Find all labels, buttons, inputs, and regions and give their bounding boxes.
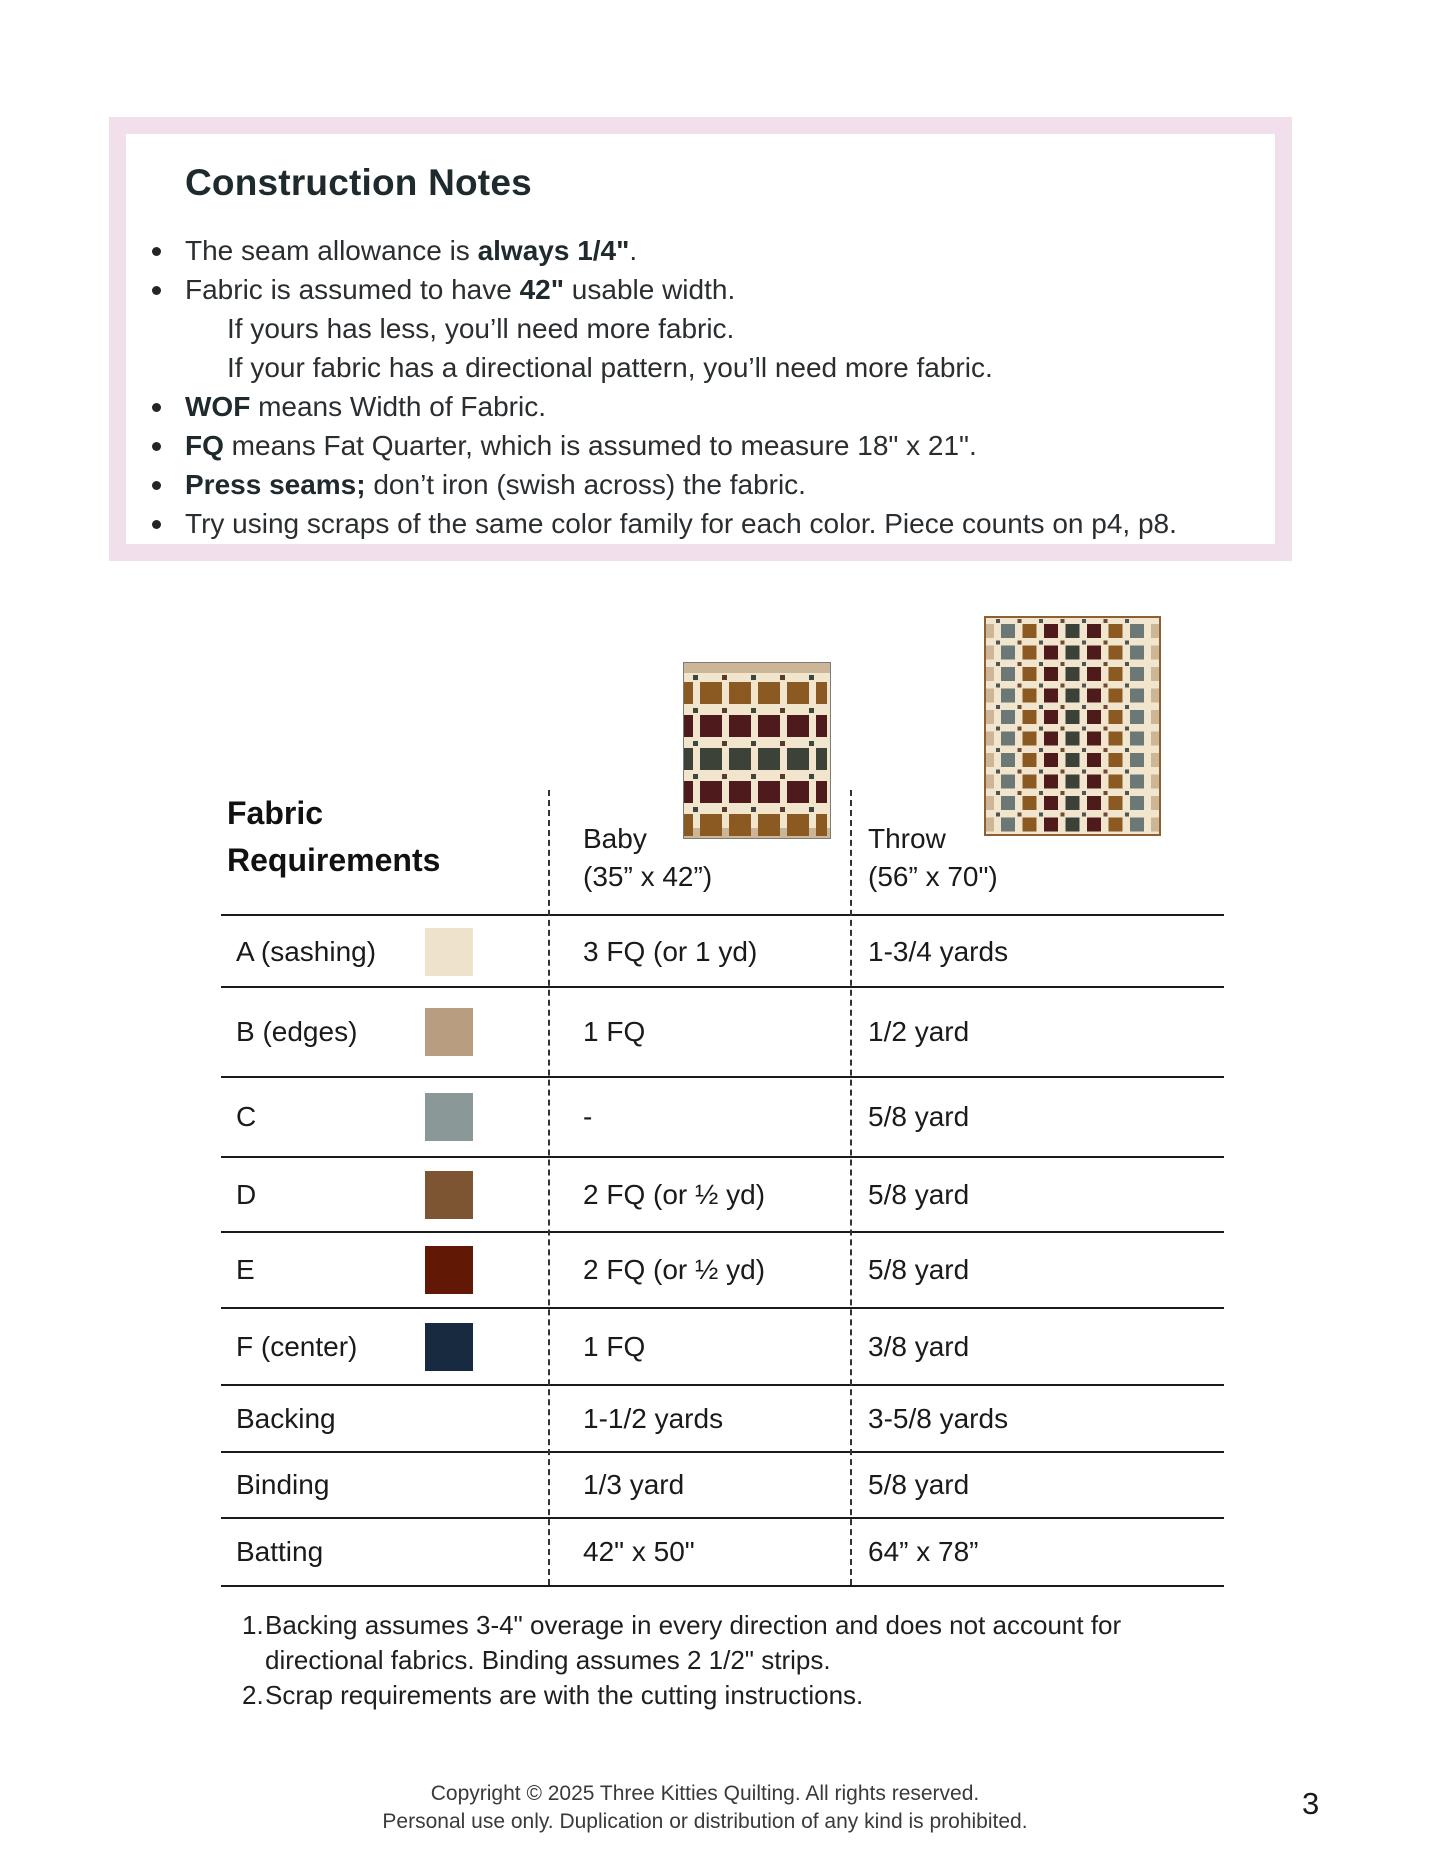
throw-label: Throw	[868, 823, 946, 854]
table-row	[221, 1233, 1224, 1309]
throw-amount: 3-5/8 yards	[868, 1402, 1009, 1434]
note-item	[152, 270, 1177, 309]
table-row	[221, 918, 1224, 988]
table-title	[227, 790, 440, 884]
note-item	[152, 504, 1177, 543]
throw-amount: 5/8 yard	[868, 1178, 970, 1210]
table-row	[221, 1078, 1224, 1158]
column-header-baby	[583, 820, 712, 896]
throw-size: (56” x 70")	[868, 861, 998, 892]
construction-notes-title: Construction Notes	[185, 162, 532, 203]
baby-amount: 3 FQ (or 1 yd)	[583, 936, 758, 967]
note-text: If your fabric has a directional pattern, you’ll need more fabric.	[227, 352, 993, 383]
table-row	[221, 988, 1224, 1078]
note-emphasis: WOF	[185, 391, 251, 422]
copyright-line: Copyright © 2025 Three Kitties Quilting. All rights reserved.	[430, 1782, 980, 1805]
note-emphasis: 42"	[519, 274, 565, 305]
bullet-icon	[152, 442, 161, 451]
note-item	[152, 426, 1177, 465]
bullet-icon	[152, 403, 161, 412]
fabric-name: A (sashing)	[236, 936, 377, 967]
footnote-text: Scrap requirements are with the cutting instructions.	[265, 1680, 864, 1710]
fabric-name: Backing	[236, 1402, 336, 1434]
fabric-name: E	[236, 1254, 255, 1285]
bullet-icon	[152, 481, 161, 490]
table-title-line2: Requirements	[227, 842, 441, 878]
note-text: means Width of Fabric.	[250, 391, 546, 422]
color-swatch	[425, 1093, 473, 1141]
throw-amount: 64” x 78”	[868, 1536, 979, 1567]
baby-label: Baby	[583, 823, 647, 854]
footnote	[242, 1608, 1142, 1678]
fabric-name: Batting	[236, 1536, 324, 1567]
bullet-icon	[152, 286, 161, 295]
footnotes-list	[242, 1608, 1142, 1713]
table-row	[221, 1453, 1224, 1519]
note-item	[152, 387, 1177, 426]
note-emphasis: FQ	[185, 430, 224, 461]
note-text: The seam allowance is	[185, 235, 478, 266]
throw-amount: 5/8 yard	[868, 1101, 970, 1132]
construction-notes-list	[152, 231, 1177, 543]
fabric-name: B (edges)	[236, 1016, 358, 1047]
construction-notes-box	[109, 117, 1292, 561]
footnote-number: 2.	[242, 1680, 264, 1710]
page-number: 3	[1302, 1786, 1320, 1821]
note-text: usable width.	[564, 274, 736, 305]
bullet-icon	[152, 247, 161, 256]
color-swatch	[425, 1171, 473, 1219]
baby-amount: 1-1/2 yards	[583, 1402, 724, 1434]
color-swatch	[425, 1323, 473, 1371]
bullet-icon	[152, 520, 161, 529]
throw-amount: 5/8 yard	[868, 1254, 970, 1285]
table-header	[221, 790, 1224, 916]
table-title-line1: Fabric	[227, 795, 324, 831]
copyright-notice	[300, 1780, 1110, 1836]
fabric-name: C	[236, 1101, 257, 1132]
throw-amount: 1/2 yard	[868, 1016, 970, 1047]
note-text: If yours has less, you’ll need more fabric.	[227, 313, 735, 344]
baby-amount: 42" x 50"	[583, 1536, 695, 1567]
note-text: don’t iron (swish across) the fabric.	[365, 469, 806, 500]
usage-notice-line: Personal use only. Duplication or distribution of any kind is prohibited.	[382, 1810, 1028, 1833]
note-text: Fabric is assumed to have	[185, 274, 520, 305]
note-text: means Fat Quarter, which is assumed to measure 18" x 21".	[223, 430, 977, 461]
throw-amount: 5/8 yard	[868, 1469, 970, 1500]
fabric-name: Binding	[236, 1469, 330, 1500]
table-row	[221, 1519, 1224, 1587]
column-divider	[850, 790, 852, 1585]
baby-amount: 1 FQ	[583, 1330, 646, 1362]
note-emphasis: always 1/4"	[477, 235, 630, 266]
note-item	[152, 465, 1177, 504]
baby-amount: 2 FQ (or ½ yd)	[583, 1254, 766, 1285]
footnote-text: Backing assumes 3-4" overage in every direction and does not account for directional fabrics. Binding assumes 2 1/2" strips.	[265, 1610, 1122, 1675]
note-subline	[152, 348, 1177, 387]
footnote-number: 1.	[242, 1610, 264, 1640]
table-row	[221, 1158, 1224, 1233]
color-swatch	[425, 1246, 473, 1294]
footnote	[242, 1678, 1142, 1713]
baby-size: (35” x 42”)	[583, 861, 713, 892]
baby-amount: -	[583, 1101, 593, 1132]
fabric-name: F (center)	[236, 1330, 358, 1362]
fabric-name: D	[236, 1178, 257, 1210]
table-row	[221, 1386, 1224, 1453]
column-header-throw	[868, 820, 998, 896]
note-text: Try using scraps of the same color family for each color. Piece counts on p4, p8.	[185, 508, 1177, 539]
table-row	[221, 1309, 1224, 1386]
note-text: .	[629, 235, 638, 266]
baby-amount: 1 FQ	[583, 1016, 646, 1047]
baby-amount: 1/3 yard	[583, 1469, 685, 1500]
throw-amount: 1-3/4 yards	[868, 936, 1009, 967]
note-emphasis: Press seams;	[185, 469, 366, 500]
color-swatch	[425, 1008, 473, 1056]
column-divider	[548, 790, 550, 1585]
note-item	[152, 231, 1177, 270]
baby-amount: 2 FQ (or ½ yd)	[583, 1178, 766, 1210]
color-swatch	[425, 928, 473, 976]
throw-amount: 3/8 yard	[868, 1330, 970, 1362]
note-subline	[152, 309, 1177, 348]
